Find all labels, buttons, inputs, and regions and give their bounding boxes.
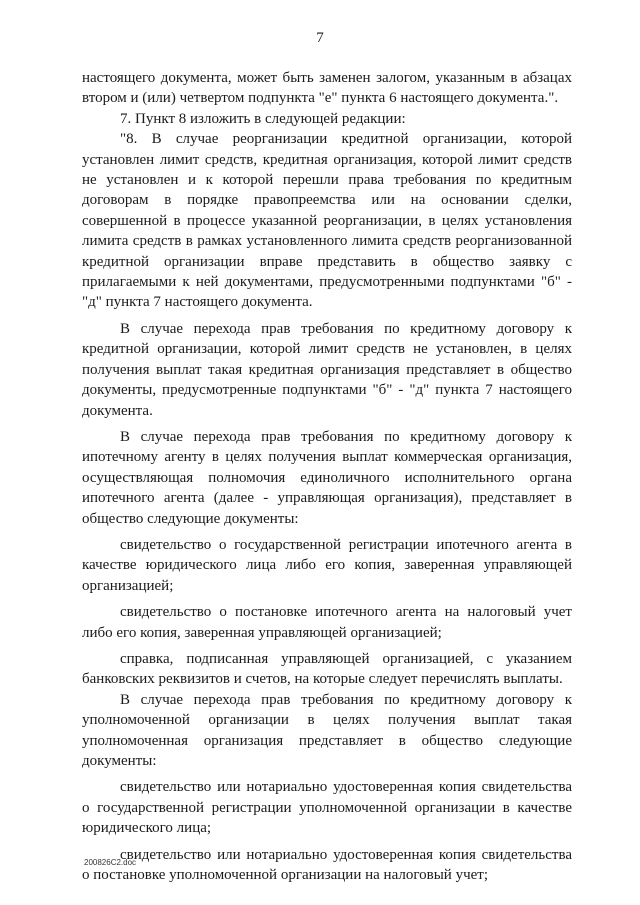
paragraph-credit-org: В случае перехода прав требования по кредитному договору к кредитной организации, которой лимит средств не установлен, в целях получения выплат такая кредитная организация представляет в общество документы, предусмотренные подпунктами "б" - "д" пункта 7 настоящего документа. bbox=[82, 320, 572, 419]
page-number: 7 bbox=[316, 30, 324, 46]
paragraph-authorized-registration: свидетельство или нотариально удостоверенная копия свидетельства о государственной регистрации уполномоченной организации в качестве юридического лица; bbox=[82, 779, 572, 837]
paragraph-continuation: настоящего документа, может быть заменен залогом, указанным в абзацах втором и (или) четвертом подпункта "е" пункта 6 настоящего документа.". bbox=[82, 70, 572, 107]
paragraph-agent-registration: свидетельство о государственной регистрации ипотечного агента в качестве юридического лица либо его копия, заверенная управляющей организацией; bbox=[82, 536, 572, 594]
paragraph-agent-tax: свидетельство о постановке ипотечного агента на налоговый учет либо его копия, заверенная управляющей организацией; bbox=[82, 604, 572, 641]
paragraph-clause-8: "8. В случае реорганизации кредитной организации, которой установлен лимит средств, кредитная организация, которой лимит средств не установлен и к которой перешли права требования по кредитным договорам в порядке правопреемства или на основании сделки, совершенной в процессе указанной реорганизации, в целях установления лимита средств в рамках установленного лимита средств реорганизованной кредитной организации вправе представить в общество заявку с прилагаемыми к ней документами, предусмотренными подпунктами "б" - "д" пункта 7 настоящего документа. bbox=[82, 131, 572, 311]
file-name-footer: 200826C2.doc bbox=[84, 858, 137, 867]
paragraph-authorized-org: В случае перехода прав требования по кредитному договору к уполномоченной организации в целях получения выплат такая уполномоченная организация представляет в общество следующие документы: bbox=[82, 691, 572, 769]
paragraph-authorized-tax: свидетельство или нотариально удостоверенная копия свидетельства о постановке уполномоченной организации на налоговый учет; bbox=[82, 846, 572, 884]
paragraph-item-7: 7. Пункт 8 изложить в следующей редакции: bbox=[120, 110, 406, 127]
paragraph-mortgage-agent: В случае перехода прав требования по кредитному договору к ипотечному агенту в целях получения выплат коммерческая организация, осуществляющая полномочия единоличного исполнительного органа ипотечного агента (далее - управляющая организация), представляет в общество следующие документы: bbox=[82, 428, 572, 527]
document-body bbox=[82, 68, 572, 885]
paragraph-bank-details: справка, подписанная управляющей организацией, с указанием банковских реквизитов и счетов, на которые следует перечислять выплаты. bbox=[82, 650, 572, 688]
